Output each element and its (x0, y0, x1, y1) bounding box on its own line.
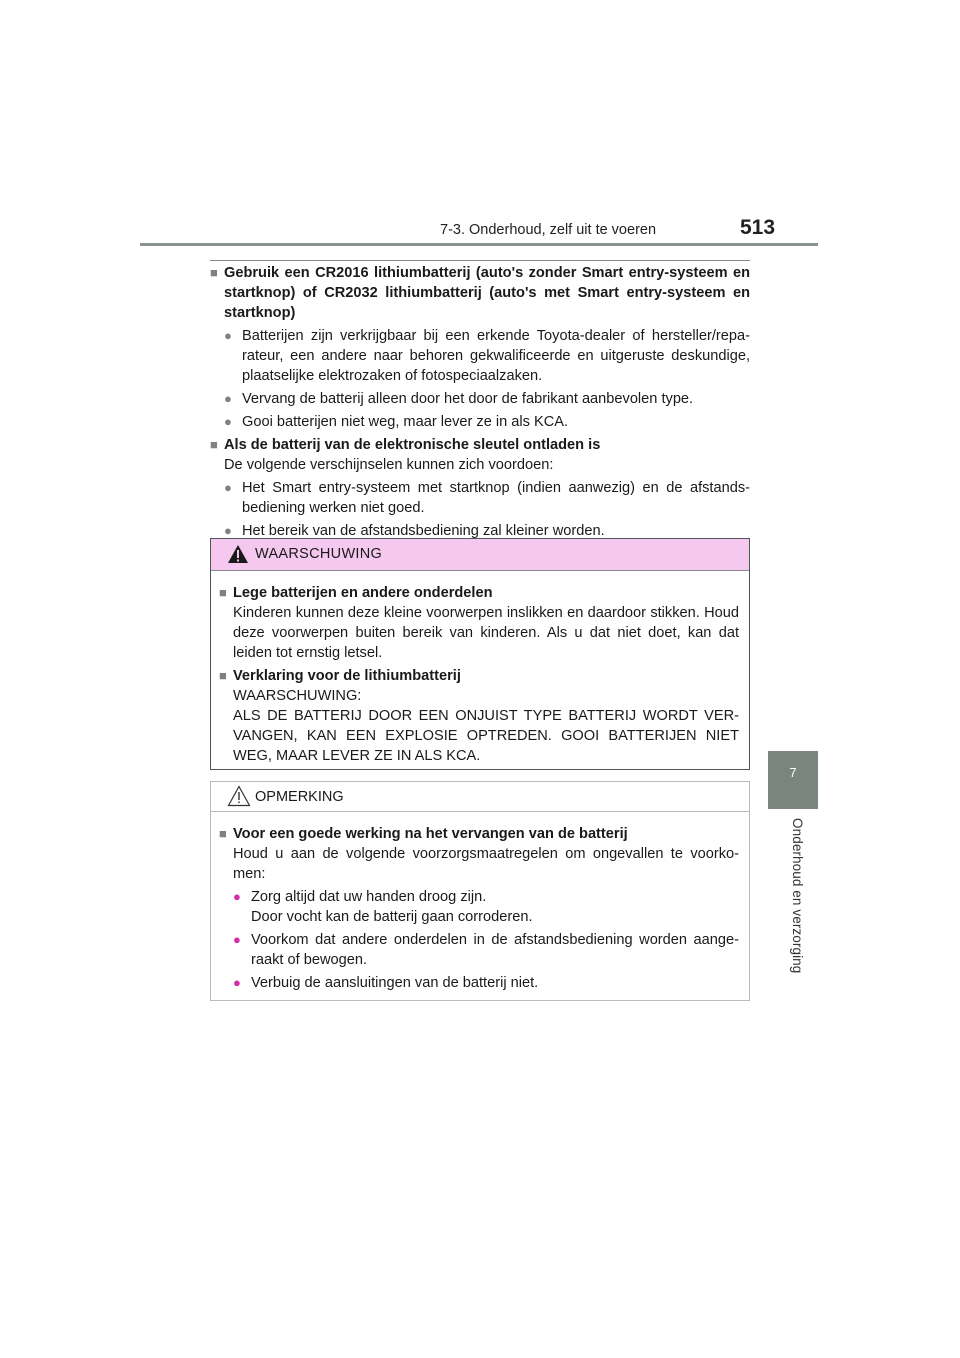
caution-triangle-icon (227, 785, 251, 807)
page-number: 513 (740, 216, 776, 239)
warning-item-text: Kinderen kunnen deze kleine voorwerpen inslikken en daardoor stikken. Houd deze voorwerpen buiten bereik van kinderen. Als u dat niet doet, kan dat leiden tot ernstig letsel. (233, 605, 739, 661)
round-bullet-icon: ● (233, 889, 241, 904)
note-title: OPMERKING (255, 789, 344, 805)
list-item: ● Gooi batterijen niet weg, maar lever ze in als KCA. (224, 414, 569, 430)
round-bullet-icon: ● (224, 328, 232, 343)
round-bullet-icon: ● (233, 932, 241, 947)
chapter-number: 7 (789, 765, 797, 780)
warning-title: WAARSCHUWING (255, 546, 383, 562)
round-bullet-icon: ● (224, 391, 232, 406)
round-bullet-icon: ● (233, 975, 241, 990)
list-item: ● Zorg altijd dat uw handen droog zijn. Door vocht kan de batterij gaan corroderen. (233, 889, 533, 925)
square-bullet-icon: ■ (219, 668, 227, 683)
chapter-side-title: Onderhoud en verzorging (790, 818, 805, 974)
list-item: ● Verbuig de aansluitingen van de batterij niet. (233, 975, 539, 991)
note-header (211, 782, 749, 812)
square-bullet-icon: ■ (219, 585, 227, 600)
section-heading: ■ Als de batterij van de elektronische sleutel ontladen is (210, 437, 601, 453)
main-content (210, 263, 750, 541)
list-item: ● Voorkom dat andere onderdelen in de afstandsbediening worden aange- raakt of bewogen. (233, 932, 739, 968)
round-bullet-icon: ● (224, 523, 232, 538)
chapter-tab (768, 751, 818, 809)
warning-item-text: ALS DE BATTERIJ DOOR EEN ONJUIST TYPE BATTERIJ WORDT VER- VANGEN, KAN EEN EXPLOSIE OPTREDEN. GOOI BATTERIJEN NIET WEG, MAAR LEVER ZE IN ALS KCA. (233, 708, 739, 764)
square-bullet-icon: ■ (219, 826, 227, 841)
warning-box (210, 538, 750, 770)
list-item: ● Het Smart entry-systeem met startknop (indien aanwezig) en de afstands- bediening werken niet goed. (224, 480, 750, 516)
warning-item-heading: ■ Verklaring voor de lithiumbatterij (219, 668, 461, 684)
list-item: ● Vervang de batterij alleen door het door de fabrikant aanbevolen type. (224, 391, 694, 407)
header-divider (140, 243, 818, 246)
section-heading: ■ Gebruik een CR2016 lithiumbatterij (auto's zonder Smart entry-systeem en startknop) of CR2032 lithiumbatterij (auto's met Smart entry-systeem en startknop) (210, 265, 750, 321)
warning-triangle-icon (227, 544, 249, 564)
round-bullet-icon: ● (224, 480, 232, 495)
warning-item-label: WAARSCHUWING: (233, 688, 362, 704)
content-divider (210, 260, 750, 261)
list-item: ● Het bereik van de afstandsbediening zal kleiner worden. (224, 523, 605, 539)
note-intro: Houd u aan de volgende voorzorgsmaatregelen om ongevallen te voorko- men: (233, 846, 739, 882)
warning-item-heading: ■ Lege batterijen en andere onderdelen (219, 585, 493, 601)
section-intro: De volgende verschijnselen kunnen zich voordoen: (224, 457, 554, 473)
square-bullet-icon: ■ (210, 265, 218, 280)
round-bullet-icon: ● (224, 414, 232, 429)
warning-header (211, 539, 749, 571)
list-item: ● Batterijen zijn verkrijgbaar bij een erkende Toyota-dealer of hersteller/repa- rateur, een andere naar behoren gekwalificeerde en uitgeruste deskundige, plaatselijke elektrozaken of fotospeciaalzaken. (224, 328, 750, 384)
square-bullet-icon: ■ (210, 437, 218, 452)
header-section-title: 7-3. Onderhoud, zelf uit te voeren (440, 222, 657, 238)
note-heading: ■ Voor een goede werking na het vervangen van de batterij (219, 826, 628, 842)
note-box (210, 781, 750, 1001)
